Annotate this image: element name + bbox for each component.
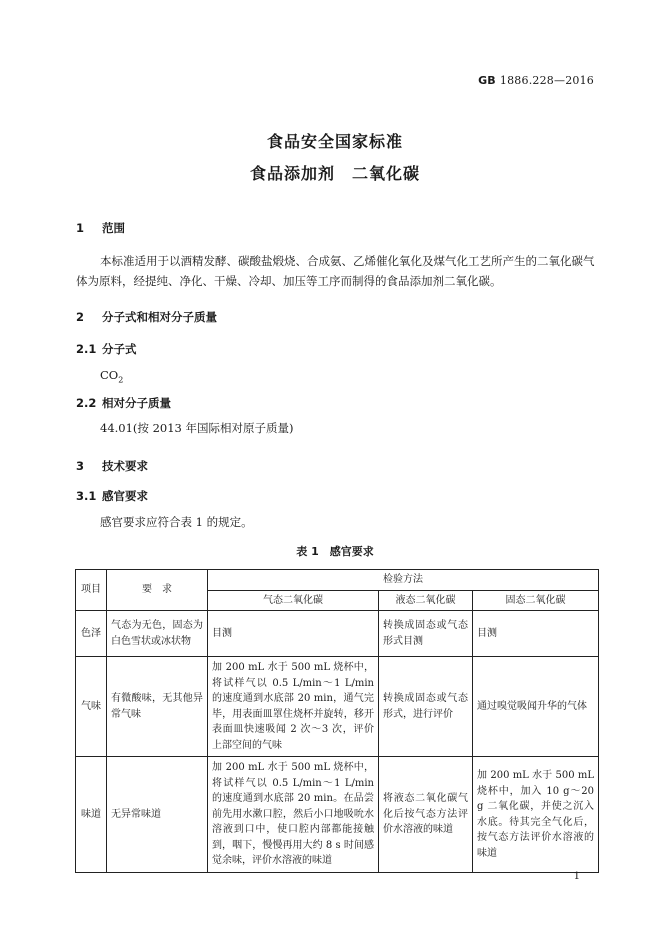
section-3-number: 3 <box>76 459 85 473</box>
row-liquid-method: 转换成固态或气态形式，进行评价 <box>379 657 473 757</box>
row-solid-method: 目测 <box>473 611 599 657</box>
header-solid-co2: 固态二氧化碳 <box>473 590 599 611</box>
row-requirement: 气态为无色，固态为白色雪状或冰状物 <box>107 611 208 657</box>
section-2-heading <box>76 309 217 325</box>
section-3-1-title: 感官要求 <box>102 489 148 503</box>
standard-code: 1886.228—2016 <box>499 74 594 87</box>
section-1-heading <box>76 220 125 236</box>
doc-title-main: 食品安全国家标准 <box>266 132 403 151</box>
table-row <box>76 611 599 657</box>
scope-text-line-1: 本标准适用于以酒精发酵、碳酸盐煅烧、合成氨、乙烯催化氧化及煤气化工艺所产生的二氧化碳气 <box>100 254 595 268</box>
row-solid-method: 加 200 mL 水于 500 mL 烧杯中，加入 10 g～20 g 二氧化碳，并使之沉入水底。待其完全气化后，按气态方法评价水溶液的味道 <box>473 757 599 873</box>
sensory-requirements-table <box>75 569 599 873</box>
scope-text-line-2: 体为原料，经提纯、净化、干燥、冷却、加压等工序而制得的食品添加剂二氧化碳。 <box>76 274 502 288</box>
row-item-taste: 味道 <box>76 757 107 873</box>
section-2-2-number: 2.2 <box>76 396 97 410</box>
section-1-number: 1 <box>76 221 85 235</box>
row-solid-method: 通过嗅觉吸闻升华的气体 <box>473 657 599 757</box>
row-gas-method: 目测 <box>208 611 379 657</box>
section-2-1-heading <box>76 341 137 357</box>
section-3-heading <box>76 458 148 474</box>
section-2-1-title: 分子式 <box>102 342 137 356</box>
row-requirement: 有微酸味，无其他异常气味 <box>107 657 208 757</box>
standard-prefix: GB <box>478 74 496 87</box>
section-1-title: 范围 <box>102 221 125 235</box>
table-header-row-1 <box>76 570 599 591</box>
row-liquid-method: 将液态二氧化碳气化后按气态方法评价水溶液的味道 <box>379 757 473 873</box>
formula-subscript: 2 <box>118 375 124 385</box>
molecular-formula <box>100 365 123 390</box>
table-row <box>76 657 599 757</box>
doc-title-sub: 食品添加剂 二氧化碳 <box>249 164 420 183</box>
section-2-number: 2 <box>76 310 85 324</box>
row-gas-method: 加 200 mL 水于 500 mL 烧杯中，将试样气以 0.5 L/min～1 L/min 的速度通到水底部 20 min，通气完毕，用表面皿罩住烧杯并旋转，移开表面皿快速吸闻 2 次～3 次，评价上部空间的气味 <box>208 657 379 757</box>
section-2-title: 分子式和相对分子质量 <box>102 310 217 324</box>
standard-number <box>478 74 594 87</box>
table-row <box>76 757 599 873</box>
formula-main: CO <box>100 368 119 382</box>
table-caption: 表 1 感官要求 <box>296 545 374 558</box>
page-number: 1 <box>573 871 580 882</box>
row-item-odor: 气味 <box>76 657 107 757</box>
header-test-method: 检验方法 <box>208 570 599 591</box>
row-item-color: 色泽 <box>76 611 107 657</box>
section-2-2-heading <box>76 395 171 411</box>
section-3-1-heading <box>76 488 148 504</box>
header-item: 项目 <box>76 570 107 611</box>
header-liquid-co2: 液态二氧化碳 <box>379 590 473 611</box>
header-requirement: 要 求 <box>107 570 208 611</box>
section-3-1-number: 3.1 <box>76 489 97 503</box>
molecular-mass-text: 44.01(按 2013 年国际相对原子质量) <box>100 421 294 435</box>
section-2-2-title: 相对分子质量 <box>102 396 171 410</box>
section-3-title: 技术要求 <box>102 459 148 473</box>
row-requirement: 无异常味道 <box>107 757 208 873</box>
row-liquid-method: 转换成固态或气态形式目测 <box>379 611 473 657</box>
row-gas-method: 加 200 mL 水于 500 mL 烧杯中，将试样气以 0.5 L/min～1 L/min 的速度通到水底部 20 min。在品尝前先用水漱口腔，然后小口地吸吮水溶液到口中，使口腔内部都能接触到，咽下，慢慢再用大约 8 s 时间感觉余味，评价水溶液的味道 <box>208 757 379 873</box>
sensory-requirement-text: 感官要求应符合表 1 的规定。 <box>100 515 253 529</box>
header-gas-co2: 气态二氧化碳 <box>208 590 379 611</box>
section-2-1-number: 2.1 <box>76 342 97 356</box>
